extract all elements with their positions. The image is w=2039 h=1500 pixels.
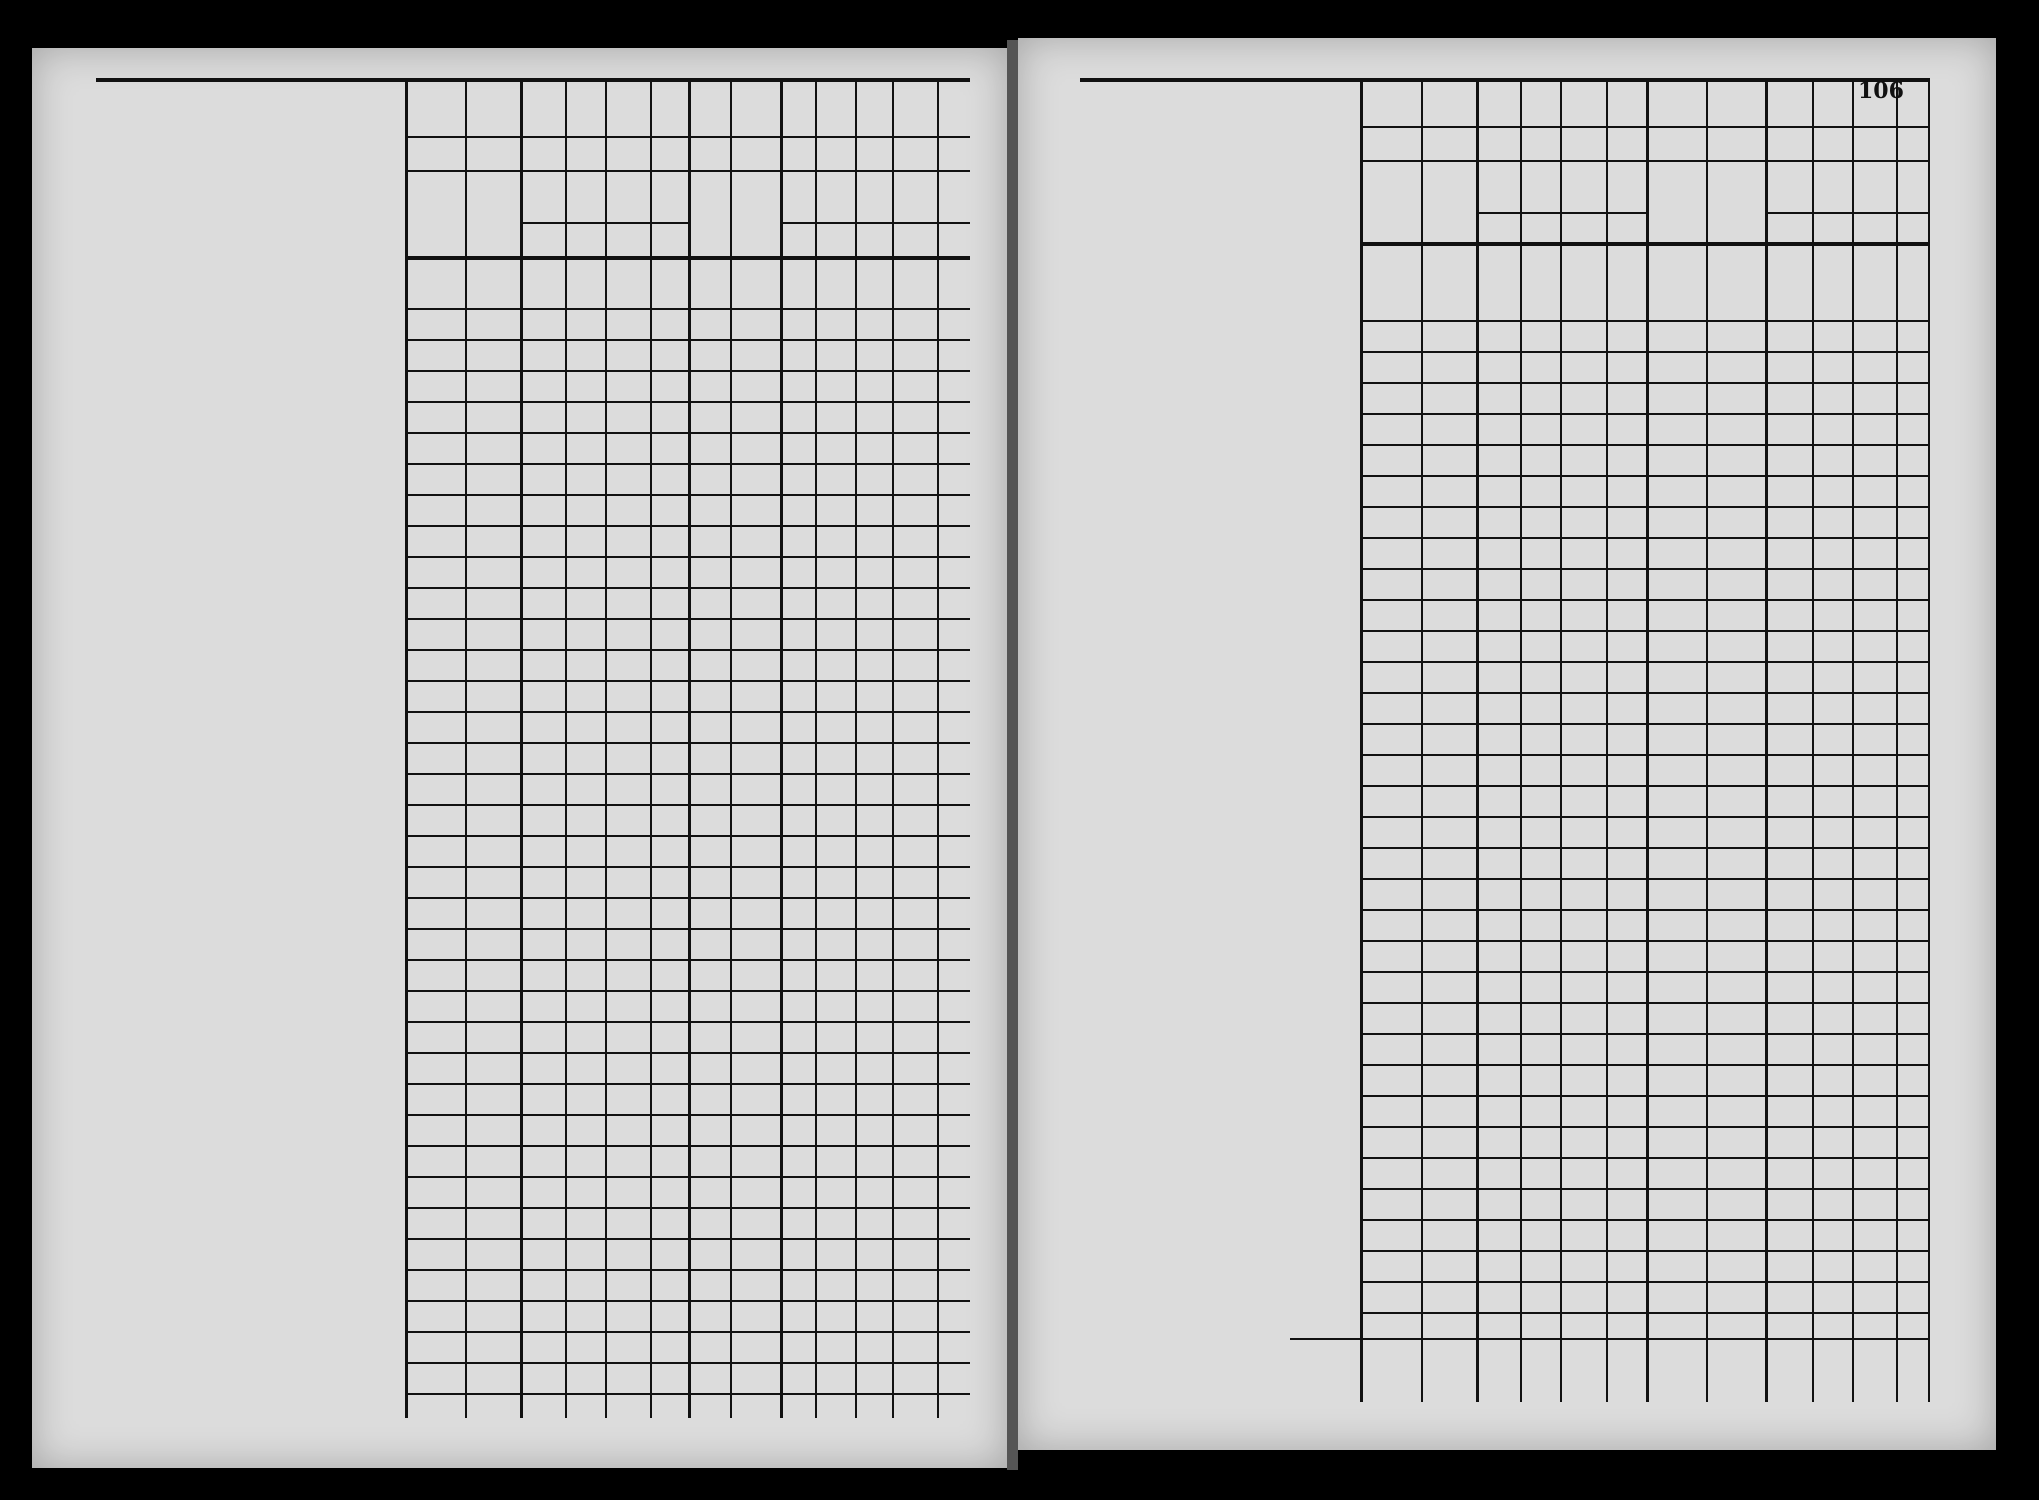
row-rule — [405, 742, 970, 744]
row-rule — [1360, 1064, 1928, 1066]
row-rule — [1360, 878, 1928, 880]
row-rule — [1360, 971, 1928, 973]
row-rule — [405, 990, 970, 992]
column-line — [520, 78, 523, 1418]
top-rule — [96, 78, 970, 82]
column-line — [855, 78, 857, 1418]
row-rule — [405, 370, 970, 372]
row-rule — [405, 1269, 970, 1271]
row-rule — [1360, 568, 1928, 570]
row-rule — [405, 494, 970, 496]
top-rule — [1080, 78, 1928, 82]
header-rule — [1765, 212, 1928, 214]
row-rule — [405, 866, 970, 868]
row-rule — [1360, 1126, 1928, 1128]
column-line — [815, 78, 817, 1418]
row-rule — [405, 1145, 970, 1147]
row-rule — [1360, 1219, 1928, 1221]
row-rule — [405, 308, 970, 310]
column-line — [937, 78, 939, 1418]
row-rule — [1360, 692, 1928, 694]
row-rule — [405, 897, 970, 899]
row-rule — [405, 618, 970, 620]
row-rule — [405, 711, 970, 713]
row-rule — [405, 680, 970, 682]
page-number: 106 — [1858, 78, 1904, 104]
header-rule — [405, 136, 970, 138]
row-rule — [405, 1052, 970, 1054]
row-rule — [405, 1021, 970, 1023]
row-rule — [405, 1300, 970, 1302]
row-rule — [1360, 785, 1928, 787]
header-rule — [780, 222, 970, 224]
row-rule — [1360, 661, 1928, 663]
header-rule — [520, 222, 688, 224]
row-rule — [1360, 351, 1928, 353]
row-rule — [405, 1238, 970, 1240]
header-rule — [1360, 160, 1928, 162]
column-line — [405, 78, 408, 1418]
row-rule — [1360, 537, 1928, 539]
header-rule — [1360, 126, 1928, 128]
row-rule — [405, 1207, 970, 1209]
row-rule — [1360, 940, 1928, 942]
row-rule — [1360, 506, 1928, 508]
row-rule — [405, 804, 970, 806]
row-rule — [1360, 382, 1928, 384]
row-rule — [405, 959, 970, 961]
column-line — [465, 78, 467, 1418]
column-line — [780, 78, 783, 1418]
row-rule — [1360, 754, 1928, 756]
row-rule — [405, 1114, 970, 1116]
row-rule — [405, 401, 970, 403]
column-line — [1852, 78, 1854, 1402]
column-line — [1896, 78, 1898, 1402]
row-rule — [405, 649, 970, 651]
row-rule — [405, 1331, 970, 1333]
row-rule — [1360, 1188, 1928, 1190]
row-rule — [1360, 413, 1928, 415]
row-rule — [1360, 630, 1928, 632]
column-line — [650, 78, 652, 1418]
row-rule — [1360, 1281, 1928, 1283]
row-rule — [405, 556, 970, 558]
row-rule — [405, 587, 970, 589]
row-rule — [405, 463, 970, 465]
row-rule — [1360, 599, 1928, 601]
column-line — [1520, 78, 1522, 1402]
column-line — [1421, 78, 1423, 1402]
column-line — [1706, 78, 1708, 1402]
right-page — [1018, 38, 1996, 1450]
row-rule — [1360, 1312, 1928, 1314]
column-line — [1812, 78, 1814, 1402]
row-rule — [1360, 909, 1928, 911]
row-rule — [1360, 816, 1928, 818]
row-rule — [1360, 1033, 1928, 1035]
row-rule — [1360, 1095, 1928, 1097]
row-rule — [405, 1083, 970, 1085]
row-rule — [405, 773, 970, 775]
row-rule — [405, 525, 970, 527]
row-rule — [1360, 847, 1928, 849]
row-rule — [405, 339, 970, 341]
column-line — [1765, 78, 1768, 1402]
row-rule — [405, 432, 970, 434]
row-rule — [1360, 1250, 1928, 1252]
row-rule — [405, 835, 970, 837]
book-gutter — [1007, 40, 1018, 1470]
header-rule — [405, 170, 970, 172]
column-line — [1360, 78, 1363, 1402]
row-rule — [1360, 1002, 1928, 1004]
column-line — [1560, 78, 1562, 1402]
header-bottom-rule — [1360, 242, 1928, 246]
row-rule — [1360, 723, 1928, 725]
header-rule — [1476, 212, 1646, 214]
column-line — [605, 78, 607, 1418]
row-rule — [405, 928, 970, 930]
row-rule — [1360, 320, 1928, 322]
column-line — [1928, 78, 1930, 1402]
column-line — [730, 78, 732, 1418]
row-rule — [1360, 475, 1928, 477]
header-bottom-rule — [405, 256, 970, 260]
footer-rule — [1290, 1338, 1928, 1340]
row-rule — [405, 1393, 970, 1395]
row-rule — [1360, 444, 1928, 446]
column-line — [688, 78, 691, 1418]
column-line — [1606, 78, 1608, 1402]
column-line — [1476, 78, 1479, 1402]
column-line — [1646, 78, 1649, 1402]
column-line — [565, 78, 567, 1418]
column-line — [892, 78, 894, 1418]
row-rule — [405, 1362, 970, 1364]
row-rule — [405, 1176, 970, 1178]
row-rule — [1360, 1157, 1928, 1159]
